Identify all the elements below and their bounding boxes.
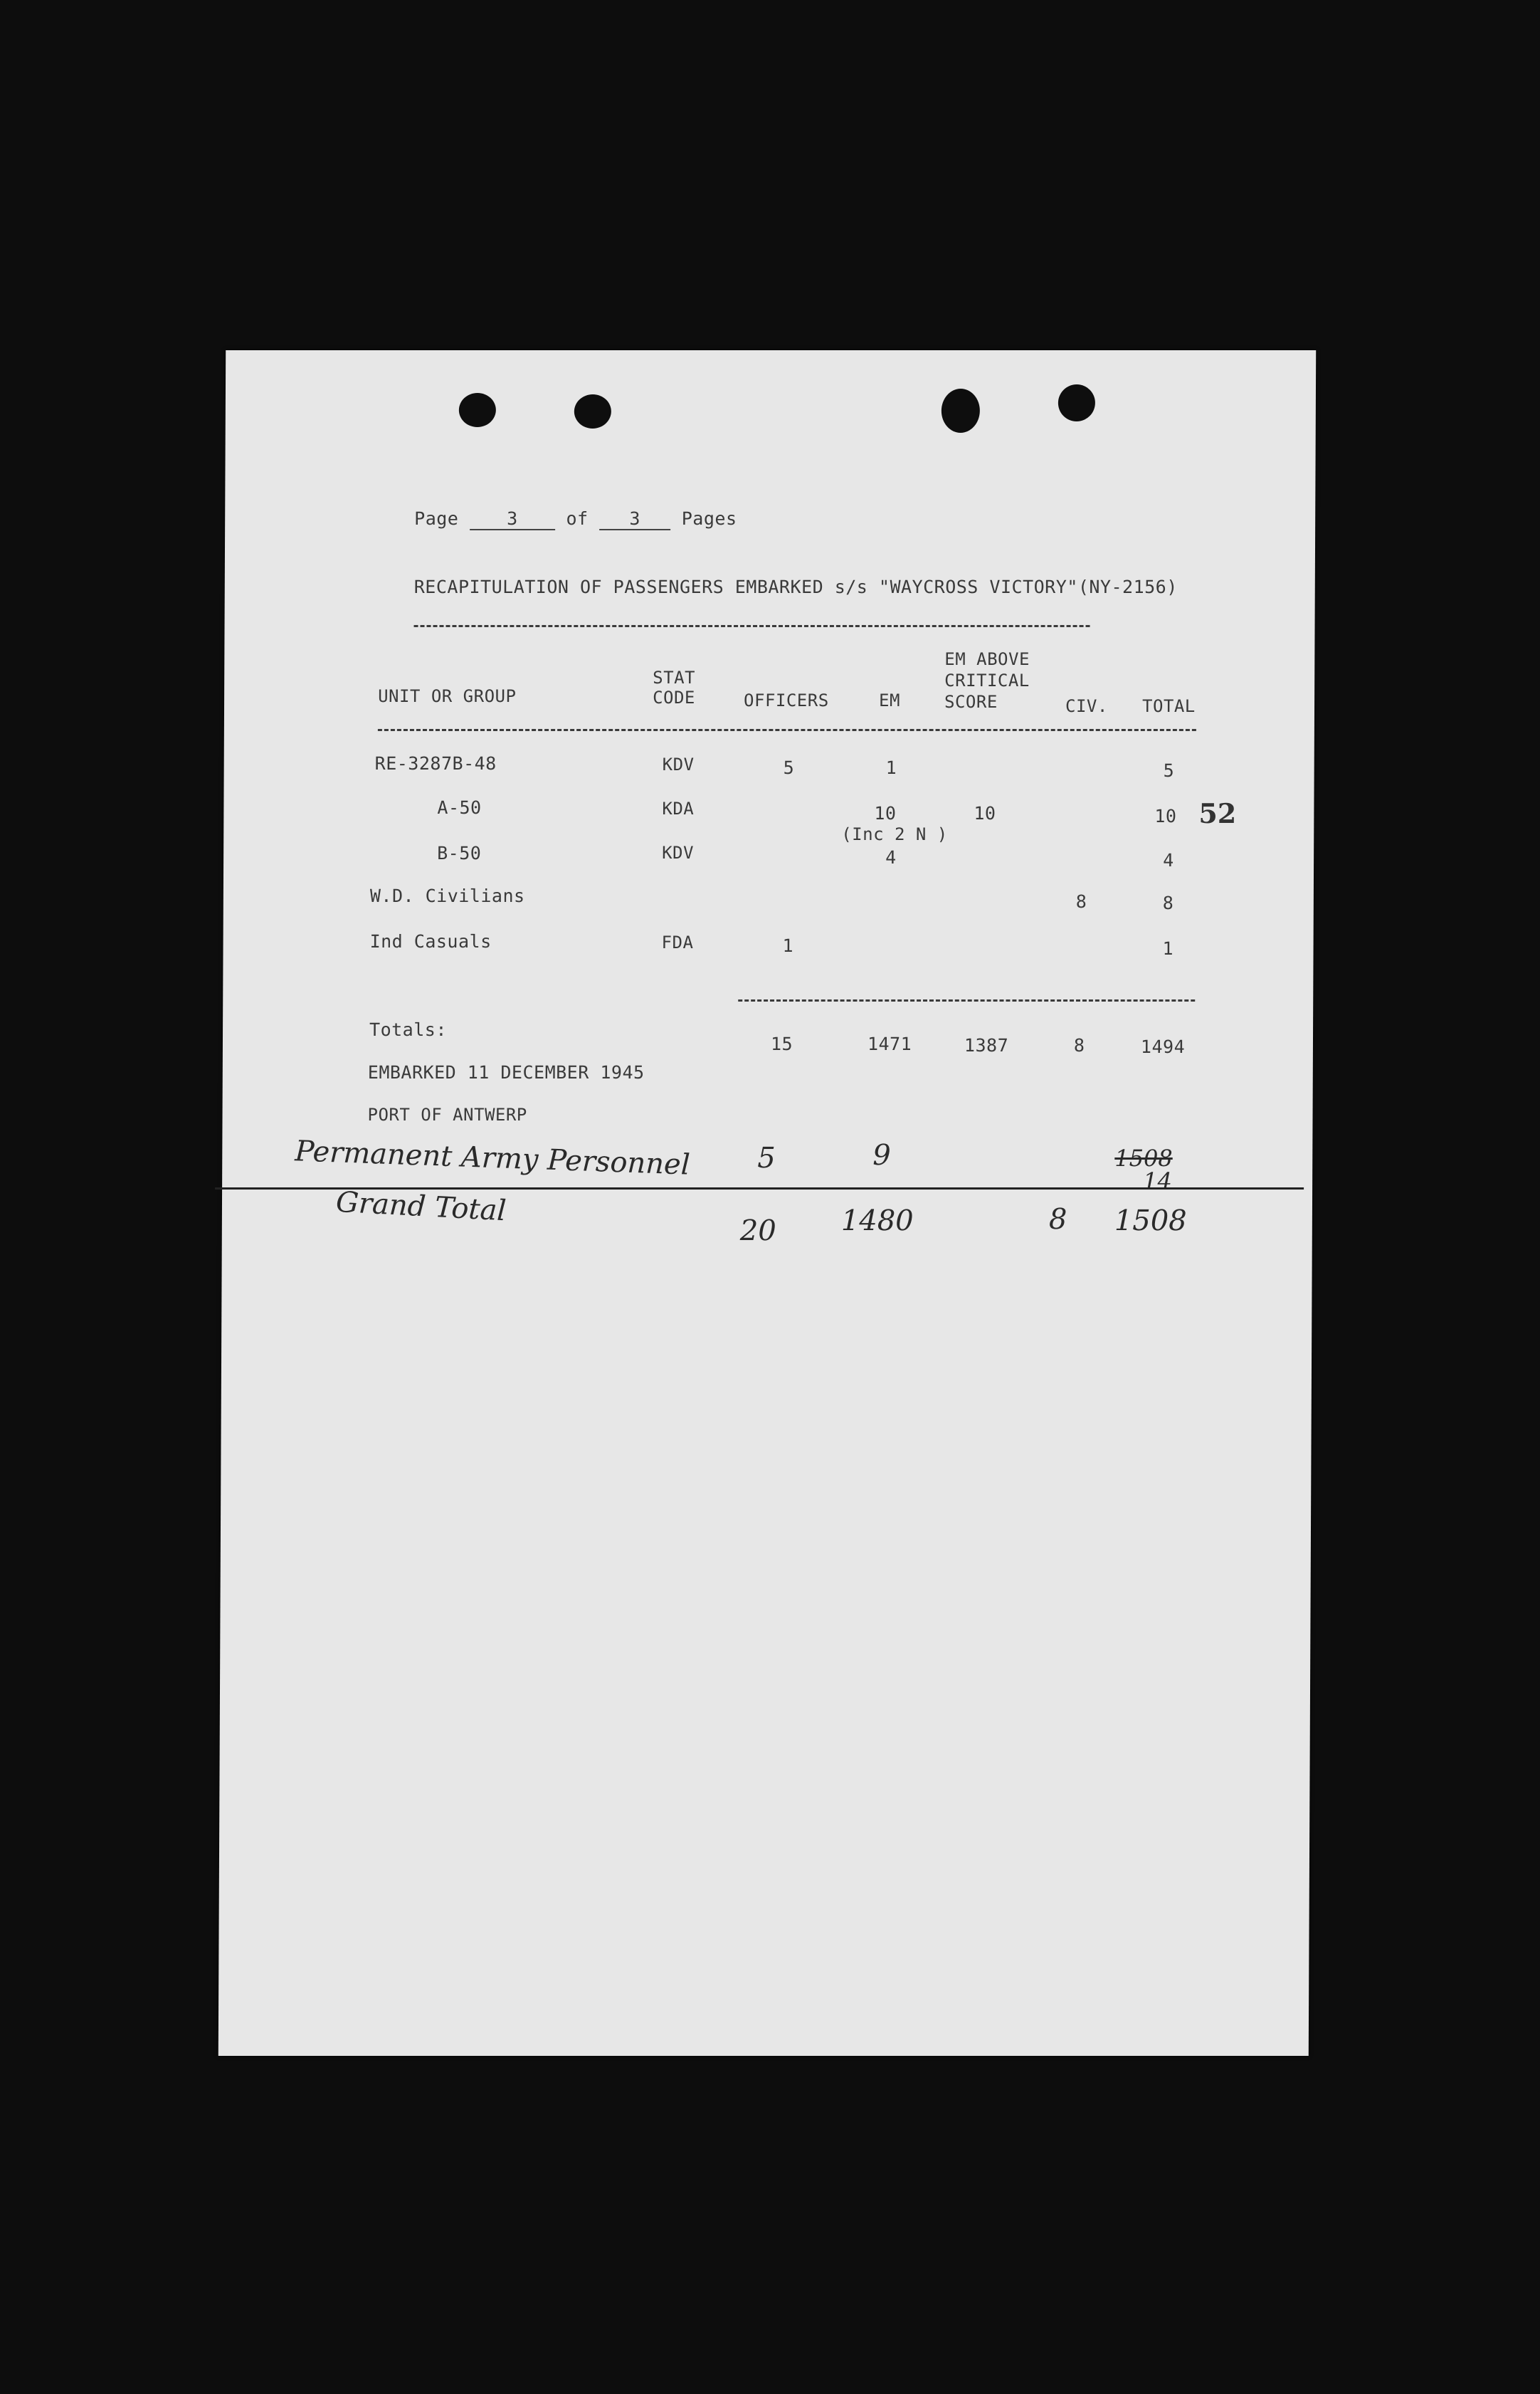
row-officers: 5 <box>783 757 795 778</box>
col-header-stat-2: CODE <box>653 688 695 708</box>
permanent-total-struck: 1508 <box>1114 1145 1173 1172</box>
header-underline <box>378 729 1196 731</box>
row-civ: 8 <box>1075 891 1087 912</box>
page-total: 3 <box>599 508 670 530</box>
permanent-personnel-label: Permanent Army Personnel <box>294 1135 691 1182</box>
permanent-total: 14 <box>1143 1167 1172 1195</box>
document-title: RECAPITULATION OF PASSENGERS EMBARKED s/s "WAYCROSS VICTORY"(NY-2156) <box>413 577 1178 597</box>
totals-critical: 1387 <box>964 1035 1009 1056</box>
row-total: 4 <box>1163 850 1174 871</box>
row-unit: A-50 <box>437 797 482 818</box>
punch-hole <box>1058 384 1095 421</box>
row-stat: FDA <box>661 933 694 952</box>
punch-hole <box>574 394 611 429</box>
col-header-officers: OFFICERS <box>744 691 829 710</box>
col-header-civ: CIV. <box>1065 696 1108 716</box>
page-number-line <box>414 508 737 530</box>
punch-hole <box>942 389 980 433</box>
col-header-total: TOTAL <box>1141 696 1196 716</box>
totals-officers: 15 <box>770 1034 793 1054</box>
col-header-critical-2: CRITICAL <box>944 671 1030 691</box>
row-critical: 10 <box>974 803 996 824</box>
of-label: of <box>566 508 589 529</box>
grand-total-total: 1508 <box>1114 1204 1187 1237</box>
title-underline <box>414 625 1090 627</box>
totals-total: 1494 <box>1140 1036 1186 1057</box>
col-header-critical-1: EM ABOVE <box>944 649 1030 669</box>
totals-label: Totals: <box>369 1019 447 1040</box>
row-stat: KDV <box>662 755 695 775</box>
row-total: 10 <box>1154 806 1177 826</box>
margin-number: 52 <box>1198 797 1237 829</box>
col-header-stat-1: STAT <box>653 668 696 688</box>
row-unit: RE-3287B-48 <box>374 753 497 774</box>
totals-rule <box>738 999 1195 1002</box>
document-page <box>218 350 1316 2056</box>
row-total: 8 <box>1162 893 1174 913</box>
row-stat: KDV <box>662 843 695 863</box>
page-label: Page <box>414 508 459 529</box>
port-line: PORT OF ANTWERP <box>367 1105 527 1125</box>
grand-total-officers: 20 <box>739 1214 776 1247</box>
col-header-unit: UNIT OR GROUP <box>378 686 517 706</box>
embarked-date: EMBARKED 11 DECEMBER 1945 <box>367 1062 645 1083</box>
row-unit: W.D. Civilians <box>369 886 525 906</box>
row-unit: Ind Casuals <box>369 931 492 952</box>
col-header-em: EM <box>879 691 901 710</box>
punch-hole <box>459 393 496 427</box>
permanent-em: 9 <box>872 1139 891 1172</box>
row-em: 4 <box>885 847 897 868</box>
totals-em: 1471 <box>867 1034 912 1054</box>
row-total: 5 <box>1163 760 1175 781</box>
row-officers: 1 <box>782 935 794 956</box>
row-unit: B-50 <box>437 843 482 863</box>
row-em: 10 <box>874 803 897 824</box>
row-em: 1 <box>885 757 897 778</box>
grand-total-label: Grand Total <box>334 1185 507 1228</box>
page-number: 3 <box>470 508 555 530</box>
totals-civ: 8 <box>1073 1035 1085 1056</box>
col-header-critical-3: SCORE <box>944 692 998 712</box>
row-stat: KDA <box>662 799 695 819</box>
grand-total-em: 1480 <box>840 1204 914 1237</box>
pages-label: Pages <box>681 508 737 529</box>
row-total: 1 <box>1162 938 1174 959</box>
permanent-officers: 5 <box>757 1142 776 1175</box>
em-note: (Inc 2 N ) <box>841 824 948 844</box>
grand-total-civ: 8 <box>1048 1203 1067 1236</box>
